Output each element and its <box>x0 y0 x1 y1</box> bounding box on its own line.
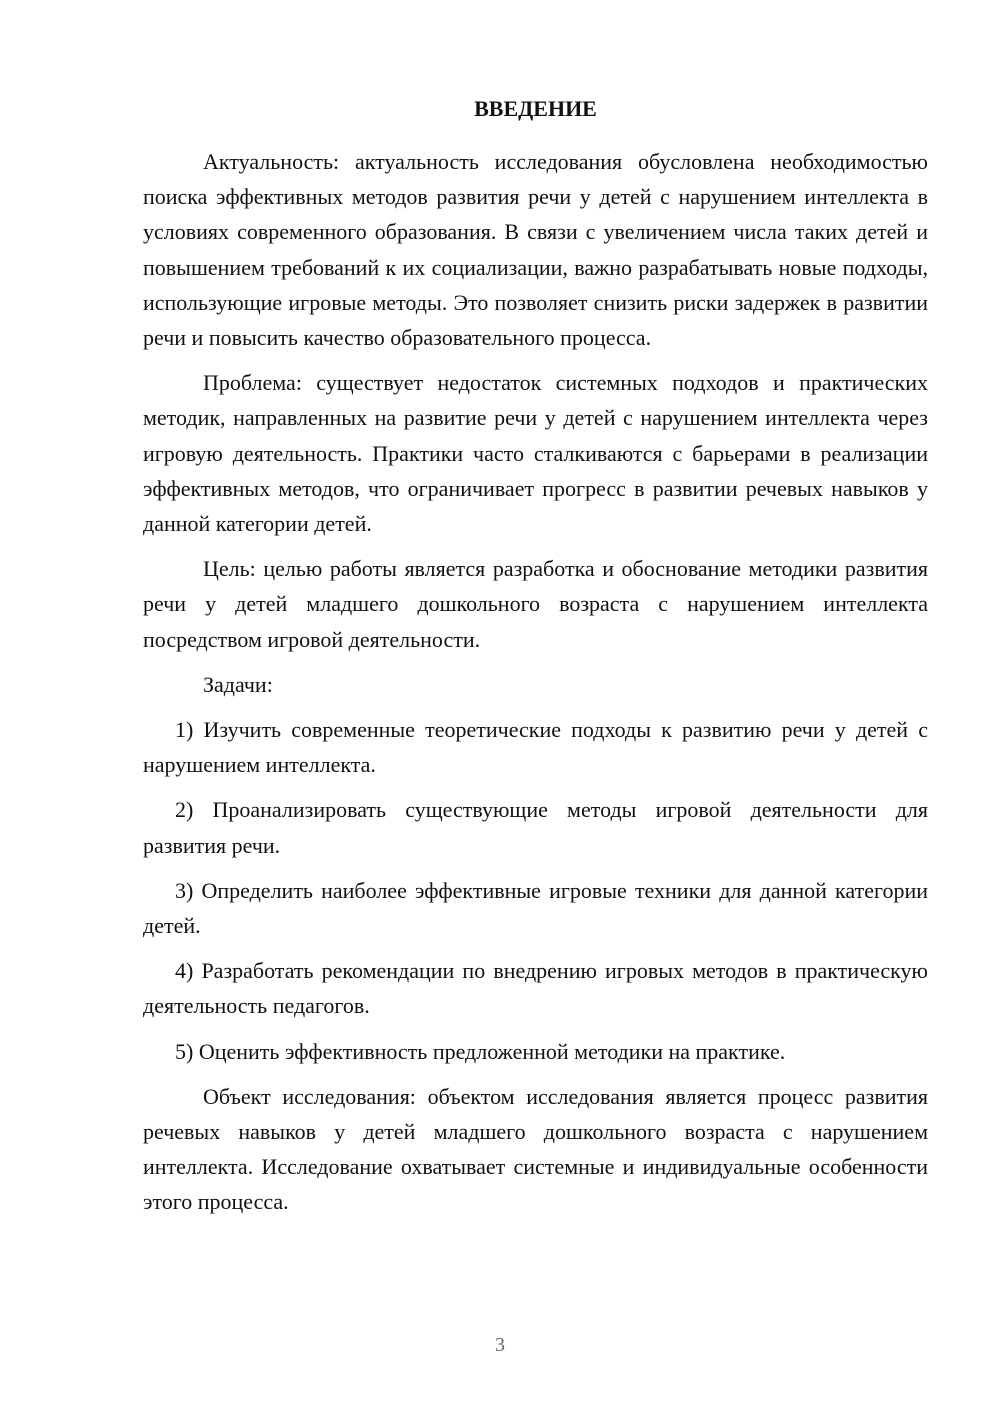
relevance-paragraph: Актуальность: актуальность исследования обусловлена необходимостью поиска эффективных методов развития речи у детей с нарушением интеллекта в условиях современного образования. В связи с увеличением числа таких детей и повышением требований к их социализации, важно разрабатывать новые подходы, использующие игровые методы. Это позволяет снизить риски задержек в развитии речи и повысить качество образовательного процесса. <box>143 149 928 351</box>
task-item: 5) Оценить эффективность предложенной методики на практике. <box>175 1038 786 1064</box>
task-item: 2) Проанализировать существующие методы игровой деятельности для развития речи. <box>143 797 928 858</box>
task-item: 1) Изучить современные теоретические подходы к развитию речи у детей с нарушением интеллекта. <box>143 717 928 778</box>
problem-paragraph: Проблема: существует недостаток системных подходов и практических методик, направленных на развитие речи у детей с нарушением интеллекта через игровую деятельность. Практики часто сталкиваются с барьерами в реализации эффективных методов, что ограничивает прогресс в развитии речевых навыков у данной категории детей. <box>143 370 928 537</box>
tasks-label: Задачи: <box>203 671 273 697</box>
section-title: ВВЕДЕНИЕ <box>474 96 597 121</box>
page-number: 3 <box>495 1334 505 1356</box>
object-paragraph: Объект исследования: объектом исследования является процесс развития речевых навыков у детей младшего дошкольного возраста с нарушением интеллекта. Исследование охватывает системные и индивидуальные особенности этого процесса. <box>143 1083 928 1215</box>
goal-paragraph: Цель: целью работы является разработка и обоснование методики развития речи у детей младшего дошкольного возраста с нарушением интеллекта посредством игровой деятельности. <box>143 556 928 652</box>
task-item: 3) Определить наиболее эффективные игровые техники для данной категории детей. <box>143 877 928 939</box>
document-page <box>143 94 928 1230</box>
task-item: 4) Разработать рекомендации по внедрению игровых методов в практическую деятельность педагогов. <box>143 958 928 1019</box>
